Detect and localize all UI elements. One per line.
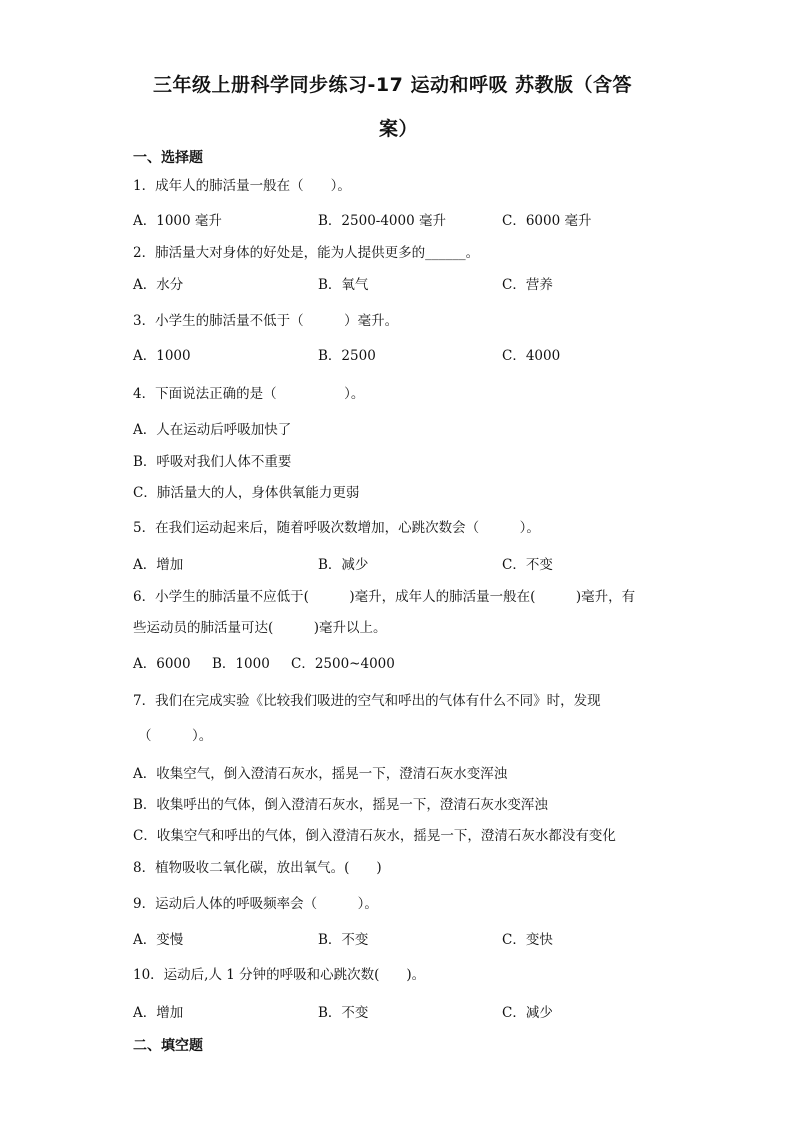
question-1-option-a: A．1000 毫升	[133, 213, 222, 229]
question-6-stem-line2: 些运动员的肺活量可达( )毫升以上。	[133, 620, 387, 636]
question-5-stem: 5．在我们运动起来后，随着呼吸次数增加，心跳次数会（ ）。	[133, 520, 540, 536]
question-10-option-b: B．不变	[318, 1005, 369, 1021]
question-2-option-a: A．水分	[133, 277, 184, 293]
question-4-option-a: A．人在运动后呼吸加快了	[133, 422, 292, 438]
question-5-option-c: C．不变	[502, 557, 553, 573]
question-5-option-a: A．增加	[133, 557, 184, 573]
question-1-option-b: B．2500-4000 毫升	[318, 213, 446, 229]
question-8-stem: 8．植物吸收二氧化碳，放出氧气。( )	[133, 860, 382, 876]
question-7-option-a: A．收集空气，倒入澄清石灰水，摇晃一下，澄清石灰水变浑浊	[133, 766, 508, 782]
document-title-line1: 三年级上册科学同步练习-17 运动和呼吸 苏教版（含答	[153, 74, 633, 96]
question-10-option-c: C．减少	[502, 1005, 553, 1021]
question-6-option-b: B．1000	[212, 656, 270, 672]
question-10-option-a: A．增加	[133, 1005, 184, 1021]
question-6-option-a: A．6000	[133, 656, 191, 672]
question-2-option-c: C．营养	[502, 277, 553, 293]
question-7-option-c: C．收集空气和呼出的气体，倒入澄清石灰水，摇晃一下，澄清石灰水都没有变化	[133, 828, 616, 844]
question-3-stem: 3．小学生的肺活量不低于（ ）毫升。	[133, 313, 399, 329]
question-6-option-c: C．2500~4000	[291, 656, 395, 672]
section-heading-fill-in: 二、填空题	[133, 1038, 203, 1054]
question-9-option-a: A．变慢	[133, 932, 184, 948]
question-6-stem-line1: 6．小学生的肺活量不应低于( )毫升，成年人的肺活量一般在( )毫升，有	[133, 589, 636, 605]
question-4-option-c: C．肺活量大的人，身体供氧能力更弱	[133, 485, 360, 501]
question-7-stem-line1: 7．我们在完成实验《比较我们吸进的空气和呼出的气体有什么不同》时，发现	[133, 693, 601, 709]
question-3-option-c: C．4000	[502, 348, 561, 364]
question-2-option-b: B．氧气	[318, 277, 369, 293]
question-1-stem: 1．成年人的肺活量一般在（ ）。	[133, 178, 351, 194]
question-3-option-a: A．1000	[133, 348, 191, 364]
question-2-stem: 2．肺活量大对身体的好处是，能为人提供更多的______。	[133, 245, 480, 261]
question-9-option-b: B．不变	[318, 932, 369, 948]
question-4-option-b: B．呼吸对我们人体不重要	[133, 454, 292, 470]
question-9-stem: 9．运动后人体的呼吸频率会（ ）。	[133, 896, 378, 912]
question-3-option-b: B．2500	[318, 348, 376, 364]
question-5-option-b: B．减少	[318, 557, 369, 573]
question-9-option-c: C．变快	[502, 932, 553, 948]
question-7-stem-line2: （ ）。	[138, 728, 213, 744]
question-7-option-b: B．收集呼出的气体，倒入澄清石灰水，摇晃一下，澄清石灰水变浑浊	[133, 797, 548, 813]
question-10-stem: 10．运动后,人 1 分钟的呼吸和心跳次数( )。	[133, 967, 426, 983]
document-title-line2: 案）	[379, 118, 419, 140]
question-4-stem: 4．下面说法正确的是（ ）。	[133, 386, 365, 402]
question-1-option-c: C．6000 毫升	[502, 213, 592, 229]
section-heading-multiple-choice: 一、选择题	[133, 150, 203, 166]
